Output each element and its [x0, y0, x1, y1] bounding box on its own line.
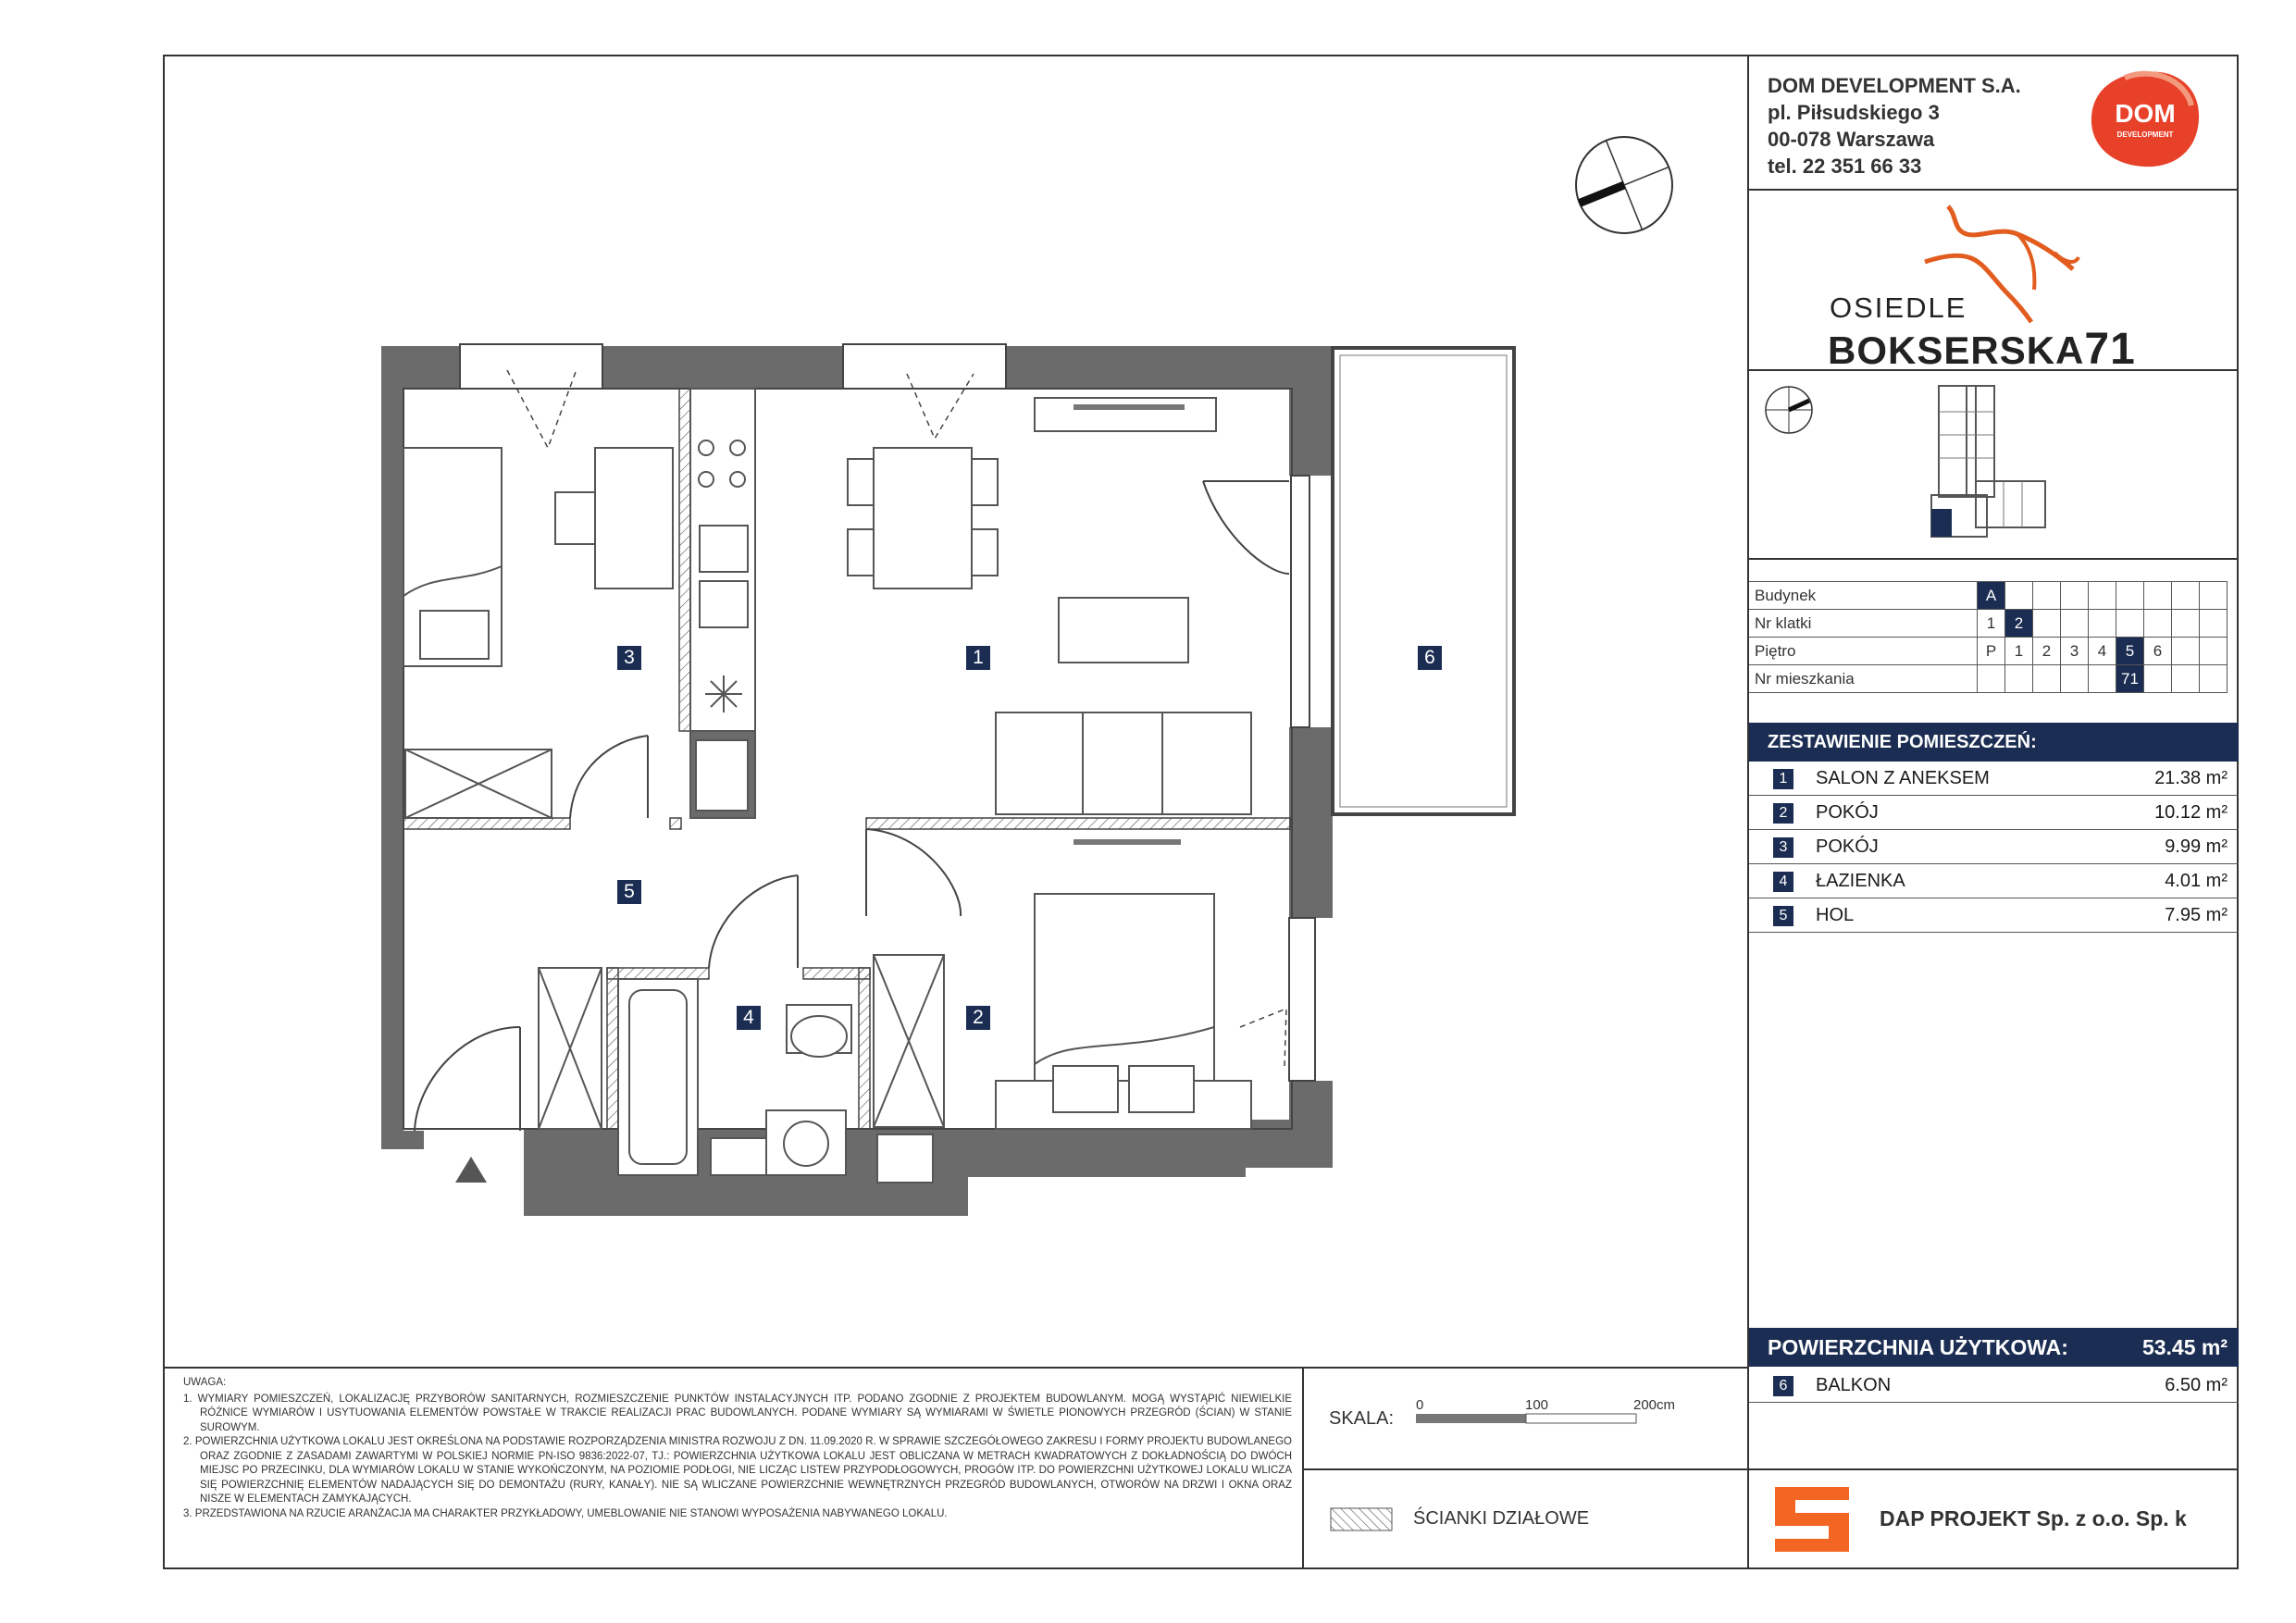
grid-cell — [2089, 610, 2116, 638]
grid-cell: A — [1978, 582, 2005, 610]
plan-label-6: 6 — [1418, 646, 1442, 670]
company-name: DOM DEVELOPMENT S.A. — [1768, 74, 2021, 97]
grid-cell: 4 — [2089, 638, 2116, 665]
grid-cell — [2089, 665, 2116, 693]
note-item: 1. WYMIARY POMIESZCZEŃ, LOKALIZACJĘ PRZYBORÓW SANITARNYCH, ROZMIESZCZENIE PUNKTÓW INSTALACYJNYCH ITP. PODANO ZGODNIE Z PROJEKTEM BUDOWLANYM. MOGĄ WYSTĄPIĆ NIEWIELKIE RÓŻNICE WYMIARÓW I USYTUOWANIA ELEMENTÓW POWSTAŁE W TRAKCIE REALIZACJI PRAC BUDOWLANYCH. PODANE WYMIARY SĄ WYMIARAMI W ŚWIETLE PIONOWYCH PRZEGRÓD (ŚCIAN) W STANIE SUROWYM. — [183, 1393, 1292, 1433]
grid-cell — [2200, 610, 2228, 638]
room-number: 3 — [1773, 837, 1793, 858]
balcony-name: BALKON — [1816, 1375, 1892, 1395]
plan-label-2: 2 — [966, 1006, 990, 1030]
grid-cell — [2172, 665, 2200, 693]
grid-cell: 2 — [2005, 610, 2033, 638]
room-name: SALON Z ANEKSEM — [1816, 768, 1990, 788]
grid-cell — [2089, 582, 2116, 610]
grid-row-label: Budynek — [1749, 582, 1978, 610]
grid-cell: 5 — [2116, 638, 2144, 665]
room-area: 9.99 m² — [2165, 836, 2228, 857]
grid-cell — [2200, 582, 2228, 610]
scale-tick: 200cm — [1633, 1397, 1676, 1413]
grid-cell — [2116, 582, 2144, 610]
grid-cell — [1978, 665, 2005, 693]
grid-cell: 1 — [2005, 638, 2033, 665]
room-name: ŁAZIENKA — [1816, 871, 1905, 891]
grid-row-label: Nr klatki — [1749, 610, 1978, 638]
grid-cell — [2116, 610, 2144, 638]
room-row — [1749, 864, 2239, 898]
grid-cell — [2144, 582, 2172, 610]
grid-cell — [2172, 582, 2200, 610]
project-name-text: BOKSERSKA — [1828, 328, 2085, 372]
grid-row — [1749, 665, 2228, 693]
plan-label-4: 4 — [737, 1006, 761, 1030]
rooms-heading: ZESTAWIENIE POMIESZCZEŃ: — [1749, 723, 2239, 762]
plan-label-3: 3 — [617, 646, 641, 670]
site-plan-thumbnail — [1930, 384, 2050, 546]
logo-text-dom: DOM — [2115, 99, 2176, 128]
balcony-area: 6.50 m² — [2165, 1375, 2228, 1395]
room-number: 2 — [1773, 803, 1793, 824]
company-street: pl. Piłsudskiego 3 — [1768, 101, 1940, 124]
room-row — [1749, 796, 2239, 830]
grid-cell — [2200, 638, 2228, 665]
project-name — [1828, 324, 2136, 375]
legend-label: ŚCIANKI DZIAŁOWE — [1413, 1508, 1590, 1529]
room-number: 1 — [1773, 769, 1793, 789]
balcony-number: 6 — [1773, 1376, 1793, 1396]
plan-label-1: 1 — [966, 646, 990, 670]
grid-cell — [2061, 610, 2089, 638]
grid-row-label: Piętro — [1749, 638, 1978, 665]
scale-tick: 100 — [1525, 1397, 1549, 1413]
project-number: 71 — [2084, 325, 2136, 374]
scale-bar — [1416, 1413, 1638, 1424]
grid-cell — [2033, 582, 2061, 610]
dom-development-logo — [2088, 68, 2203, 170]
notes — [183, 1376, 1292, 1521]
room-row — [1749, 830, 2239, 864]
project-prefix: OSIEDLE — [1830, 291, 1967, 324]
company-phone: tel. 22 351 66 33 — [1768, 155, 1922, 178]
north-compass-icon — [1573, 134, 1675, 236]
title-block-line — [1747, 189, 2239, 191]
grid-row — [1749, 610, 2228, 638]
grid-cell: 1 — [1978, 610, 2005, 638]
room-name: HOL — [1816, 905, 1855, 925]
grid-cell: 71 — [2116, 665, 2144, 693]
grid-row-label: Nr mieszkania — [1749, 665, 1978, 693]
room-name: POKÓJ — [1816, 836, 1879, 857]
grid-cell — [2144, 665, 2172, 693]
company-city: 00-078 Warszawa — [1768, 128, 1935, 151]
grid-cell — [2144, 610, 2172, 638]
balcony-divider — [1747, 1468, 2239, 1470]
grid-cell — [2005, 582, 2033, 610]
scale-label: SKALA: — [1329, 1408, 1395, 1429]
location-grid — [1749, 581, 2228, 693]
grid-row — [1749, 638, 2228, 665]
scale-divider — [1302, 1468, 1749, 1470]
notes-top-line — [163, 1367, 1749, 1369]
total-area-value: 53.45 m² — [2141, 1335, 2228, 1359]
total-area-label: POWIERZCHNIA UŻYTKOWA: — [1768, 1335, 2068, 1359]
grid-cell: 3 — [2061, 638, 2089, 665]
grid-cell: 6 — [2144, 638, 2172, 665]
grid-cell — [2061, 582, 2089, 610]
note-item: 2. POWIERZCHNIA UŻYTKOWA LOKALU JEST OKREŚLONA NA PODSTAWIE ROZPORZĄDZENIA MINISTRA ROZWOJU Z DN. 11.09.2020 R. W SPRAWIE SZCZEGÓŁOWEGO ZAKRESU I FORMY PROJEKTU BUDOWLANEGO ORAZ ZGODNIE Z ZASADAMI ZAWARTYMI W POLSKIEJ NORMIE PN-ISO 9836:2022-07, TJ.: POWIERZCHNIA UŻYTKOWA LOKALU JEST OBLICZANA W METRACH KWADRATOWYCH Z DOKŁADNOŚCIĄ DO DWÓCH MIEJSC PO PRZECINKU, DLA WYMIARÓW LOKALU W STANIE WYKOŃCZONYM, NA POZIOMIE PODŁOGI, NIE LICZĄC LISTEW PRZYPODŁOGOWYCH, PROGÓW ITP. DO POWIERZCHNI UŻYTKOWEJ LOKALU WLICZA SIĘ POWIERZCHNIĘ ELEMENTÓW NADAJĄCYCH SIĘ DO DEMONTAŻU (RURY, KANAŁY). NIE SĄ WLICZANE POWIERZCHNIE WEWNĘTRZNYCH PRZEGRÓD BUDOWLANYCH, OTWORÓW NA DRZWI I OKNA ORAZ NISZE W ELEMENTACH ZAMYKAJĄCYCH. — [183, 1436, 1292, 1505]
entrance-marker-icon — [455, 1157, 487, 1183]
room-area: 10.12 m² — [2154, 802, 2228, 823]
room-area: 7.95 m² — [2165, 905, 2228, 925]
architect-name: DAP PROJEKT Sp. z o.o. Sp. k — [1880, 1506, 2187, 1530]
room-number: 5 — [1773, 906, 1793, 926]
total-area-bar — [1749, 1328, 2239, 1367]
room-number: 4 — [1773, 872, 1793, 892]
notes-title: UWAGA: — [183, 1377, 227, 1388]
grid-cell — [2172, 610, 2200, 638]
grid-cell — [2005, 665, 2033, 693]
room-row — [1749, 762, 2239, 796]
note-item: 3. PRZEDSTAWIONA NA RZUCIE ARANŻACJA MA CHARAKTER PRZYKŁADOWY, UMEBLOWANIE NIE STANOWI WYPOSAŻENIA NABYWANEGO LOKALU. — [183, 1507, 948, 1519]
site-compass-icon — [1763, 384, 1815, 436]
room-row — [1749, 898, 2239, 933]
grid-cell: P — [1978, 638, 2005, 665]
developer-address — [1768, 72, 2021, 180]
grid-cell — [2061, 665, 2089, 693]
grid-cell — [2033, 610, 2061, 638]
partition-wall-hatch-icon — [1330, 1507, 1393, 1531]
grid-cell — [2033, 665, 2061, 693]
floor-plan — [370, 333, 1536, 1231]
balcony-row — [1749, 1369, 2239, 1403]
logo-text-development: DEVELOPMENT — [2116, 130, 2174, 139]
grid-cell: 2 — [2033, 638, 2061, 665]
plan-label-5: 5 — [617, 880, 641, 904]
grid-cell — [2172, 638, 2200, 665]
room-area: 21.38 m² — [2154, 768, 2228, 788]
dap-projekt-logo — [1775, 1487, 1849, 1552]
grid-row — [1749, 582, 2228, 610]
scale-tick: 0 — [1416, 1397, 1424, 1413]
title-block-line — [1747, 558, 2239, 560]
room-area: 4.01 m² — [2165, 871, 2228, 891]
grid-cell — [2200, 665, 2228, 693]
room-name: POKÓJ — [1816, 802, 1879, 823]
